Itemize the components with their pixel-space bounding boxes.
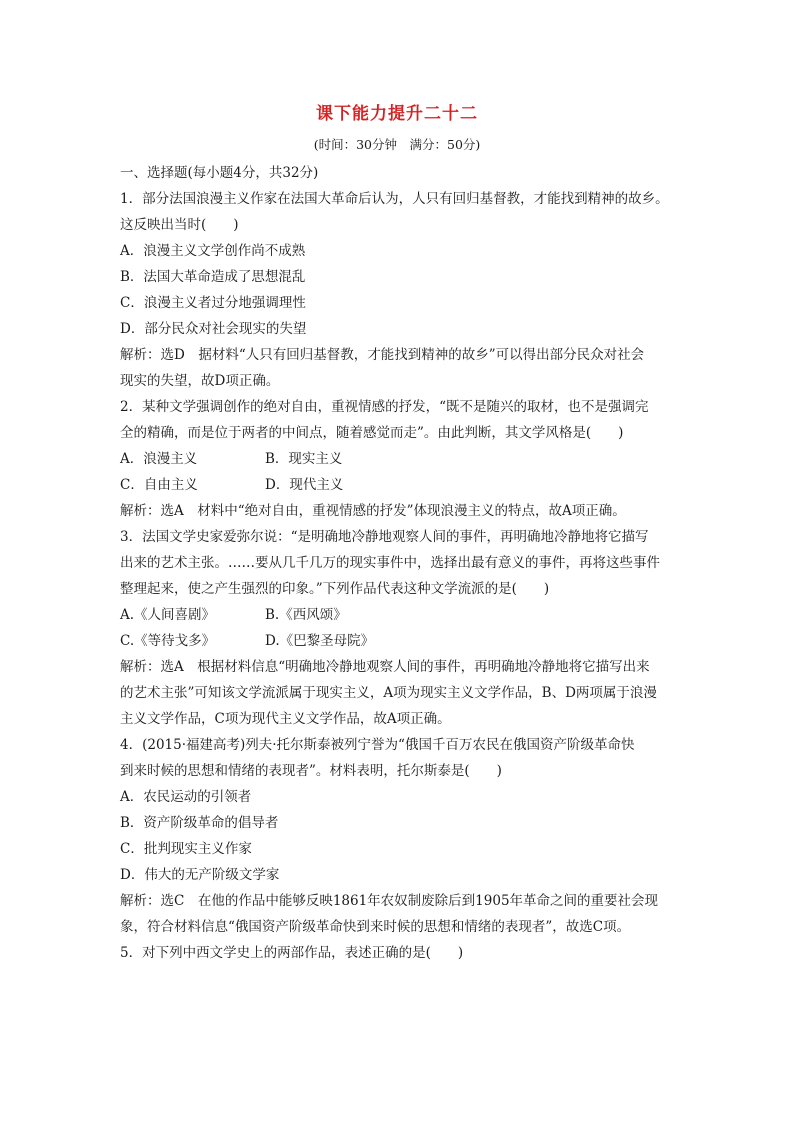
q1-stem-line: 1．部分法国浪漫主义作家在法国大革命后认为，人只有回归基督教，才能找到精神的故乡。 — [120, 191, 669, 207]
q1-stem-line: 这反映出当时( ) — [120, 217, 239, 233]
q3-analysis-line: 主义文学作品，C项为现代主义文学作品，故A项正确。 — [120, 711, 451, 727]
q2-options-row — [120, 446, 680, 472]
q4-analysis-line: 象，符合材料信息“俄国资产阶级革命快到来时候的思想和情绪的表现者”，故选C项。 — [120, 919, 631, 935]
q3-stem-line: 3．法国文学史家爱弥尔说：“是明确地冷静地观察人间的事件，再明确地冷静地将它描写 — [120, 529, 649, 545]
q2-option-a: A．浪漫主义 — [120, 451, 198, 467]
q3-stem-line: 出来的艺术主张。……要从几千几万的现实事件中，选择出最有意义的事件，再将这些事件 — [120, 555, 660, 571]
q4-option-b: B．资产阶级革命的倡导者 — [120, 815, 279, 831]
q4-stem-line: 4．(2015·福建高考)列夫·托尔斯泰被列宁誉为“俄国千百万农民在俄国资产阶级革命快 — [120, 737, 635, 753]
q3-stem-line: 整理起来，使之产生强烈的印象。”下列作品代表这种文学流派的是( ) — [120, 581, 550, 597]
section-heading: 一、选择题(每小题4分，共32分) — [120, 165, 319, 181]
q1-option-d: D．部分民众对社会现实的失望 — [120, 321, 307, 337]
page-subtitle: (时间：30分钟 满分：50分) — [313, 137, 481, 152]
q4-option-d: D．伟大的无产阶级文学家 — [120, 867, 280, 883]
question-content — [120, 160, 680, 966]
q3-options-row — [120, 628, 680, 654]
q2-stem-line: 2．某种文学强调创作的绝对自由，重视情感的抒发，“既不是随兴的取材，也不是强调完 — [120, 399, 649, 415]
q3-option-d: D.《巴黎圣母院》 — [265, 633, 375, 649]
q1-option-c: C．浪漫主义者过分地强调理性 — [120, 295, 306, 311]
q2-option-c: C．自由主义 — [120, 477, 198, 493]
q5-stem-line: 5．对下列中西文学史上的两部作品，表述正确的是( ) — [120, 945, 464, 961]
q3-analysis-line: 的艺术主张”可知该文学流派属于现实主义，A项为现实主义文学作品，B、D两项属于浪漫 — [120, 685, 657, 701]
q4-option-a: A．农民运动的引领者 — [120, 789, 252, 805]
q4-stem-line: 到来时候的思想和情绪的表现者”。材料表明，托尔斯泰是( ) — [120, 763, 502, 779]
q2-options-row — [120, 472, 680, 498]
q3-option-a: A.《人间喜剧》 — [120, 607, 216, 623]
page-title: 课下能力提升二十二 — [316, 104, 478, 124]
q3-option-c: C.《等待戈多》 — [120, 633, 216, 649]
q2-stem-line: 全的精确，而是位于两者的中间点，随着感觉而走”。由此判断，其文学风格是( ) — [120, 425, 624, 441]
q3-options-row — [120, 602, 680, 628]
q4-analysis-line: 解析：选C 在他的作品中能够反映1861年农奴制废除后到1905年革命之间的重要社会现 — [120, 893, 659, 909]
q2-option-d: D．现代主义 — [265, 477, 344, 493]
q1-option-b: B．法国大革命造成了思想混乱 — [120, 269, 306, 285]
q1-option-a: A．浪漫主义文学创作尚不成熟 — [120, 243, 306, 259]
q4-option-c: C．批判现实主义作家 — [120, 841, 252, 857]
q3-option-b: B.《西风颂》 — [265, 607, 347, 623]
q1-analysis-line: 解析：选D 据材料“人只有回归基督教，才能找到精神的故乡”可以得出部分民众对社会 — [120, 347, 645, 363]
q2-analysis-line: 解析：选A 材料中“绝对自由，重视情感的抒发”体现浪漫主义的特点，故A项正确。 — [120, 503, 626, 519]
q2-option-b: B．现实主义 — [265, 451, 343, 467]
q3-analysis-line: 解析：选A 根据材料信息“明确地冷静地观察人间的事件，再明确地冷静地将它描写出来 — [120, 659, 650, 675]
q1-analysis-line: 现实的失望，故D项正确。 — [120, 373, 280, 389]
